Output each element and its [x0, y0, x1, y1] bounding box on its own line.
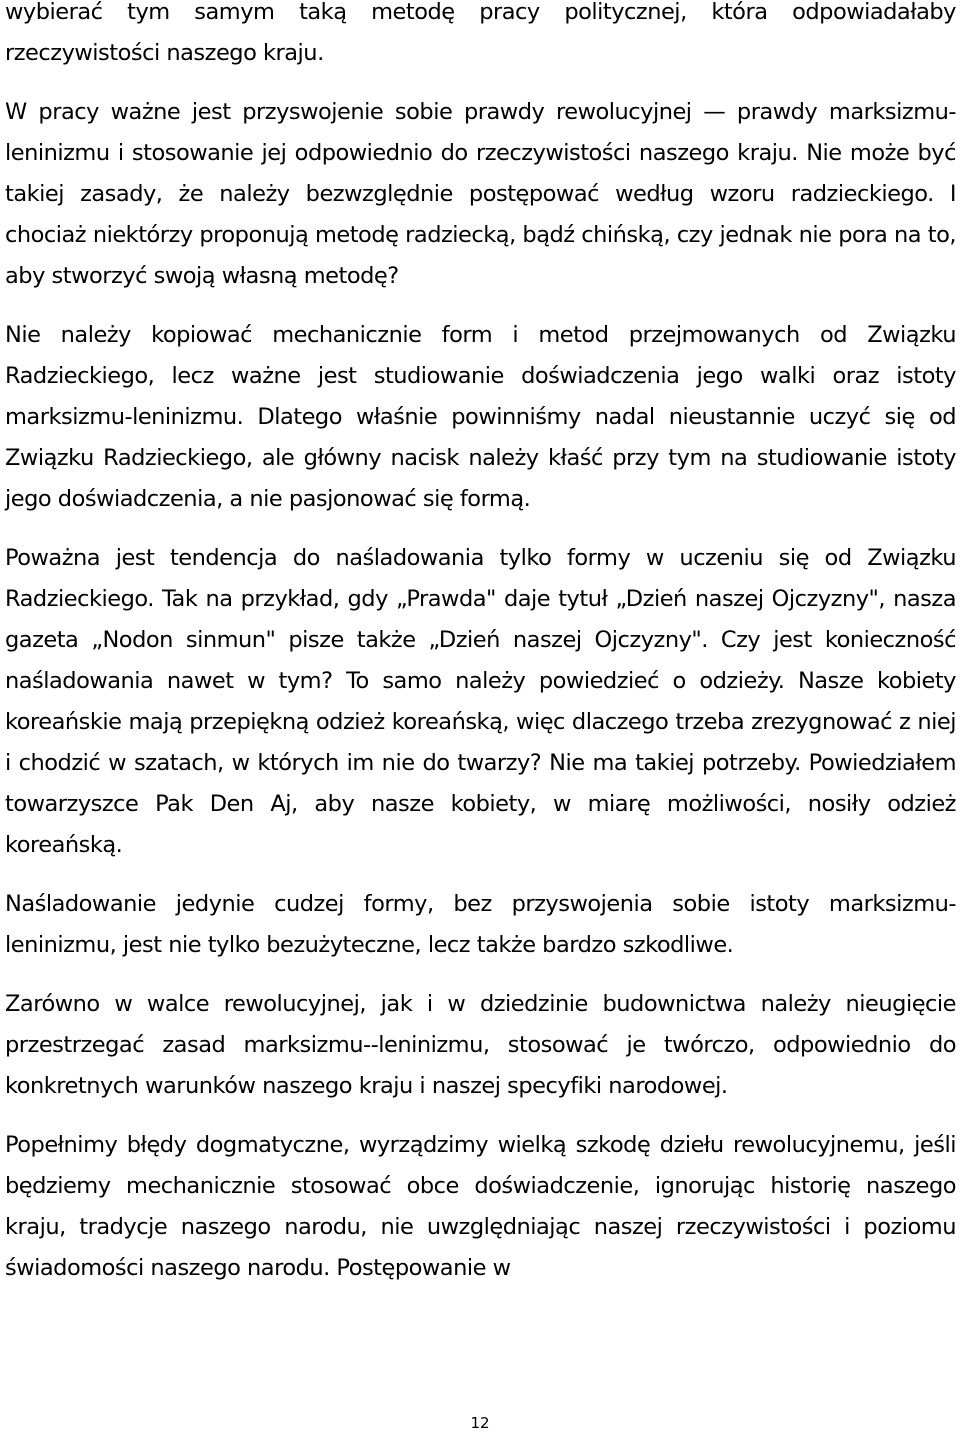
paragraph-7: Popełnimy błędy dogmatyczne, wyrządzimy wielką szkodę dziełu rewolucyjnemu, jeśli będziemy mechanicznie stosować obce doświadczenie, ignorując historię naszego kraju, tradycje naszego narodu, nie uwzględniając naszej rzeczywistości i poziomu świadomości naszego narodu. Postępowanie w [5, 1132, 956, 1281]
page-number: 12 [470, 1414, 490, 1432]
paragraph-5: Naśladowanie jedynie cudzej formy, bez przyswojenia sobie istoty marksizmu-leninizmu, jest nie tylko bezużyteczne, lecz także bardzo szkodliwe. [5, 891, 956, 958]
paragraph-1: wybierać tym samym taką metodę pracy politycznej, która odpowiadałaby rzeczywistości naszego kraju. [5, 0, 956, 66]
paragraph-2: W pracy ważne jest przyswojenie sobie prawdy rewolucyjnej — prawdy marksizmu-leninizmu i stosowanie jej odpowiednio do rzeczywistości naszego kraju. Nie może być takiej zasady, że należy bezwzględnie postępować według wzoru radzieckiego. I chociaż niektórzy proponują metodę radziecką, bądź chińską, czy jednak nie pora na to, aby stworzyć swoją własną metodę? [5, 99, 956, 289]
paragraph-4: Poważna jest tendencja do naśladowania tylko formy w uczeniu się od Związku Radzieckiego. Tak na przykład, gdy „Prawda" daje tytuł „Dzień naszej Ojczyzny", nasza gazeta „Nodon sinmun" pisze także „Dzień naszej Ojczyzny". Czy jest konieczność naśladowania nawet w tym? To samo należy powiedzieć o odzieży. Nasze kobiety koreańskie mają przepiękną odzież koreańską, więc dlaczego trzeba zrezygnować z niej i chodzić w szatach, w których im nie do twarzy? Nie ma takiej potrzeby. Powiedziałem towarzyszce Pak Den Aj, aby nasze kobiety, w miarę możliwości, nosiły odzież koreańską. [5, 545, 956, 858]
paragraph-6: Zarówno w walce rewolucyjnej, jak i w dziedzinie budownictwa należy nieugięcie przestrzegać zasad marksizmu--leninizmu, stosować je twórczo, odpowiednio do konkretnych warunków naszego kraju i naszej specyfiki narodowej. [5, 991, 956, 1099]
paragraph-3: Nie należy kopiować mechanicznie form i metod przejmowanych od Związku Radzieckiego, lecz ważne jest studiowanie doświadczenia jego walki oraz istoty marksizmu-leninizmu. Dlatego właśnie powinniśmy nadal nieustannie uczyć się od Związku Radzieckiego, ale główny nacisk należy kłaść przy tym na studiowanie istoty jego doświadczenia, a nie pasjonować się formą. [5, 322, 956, 512]
